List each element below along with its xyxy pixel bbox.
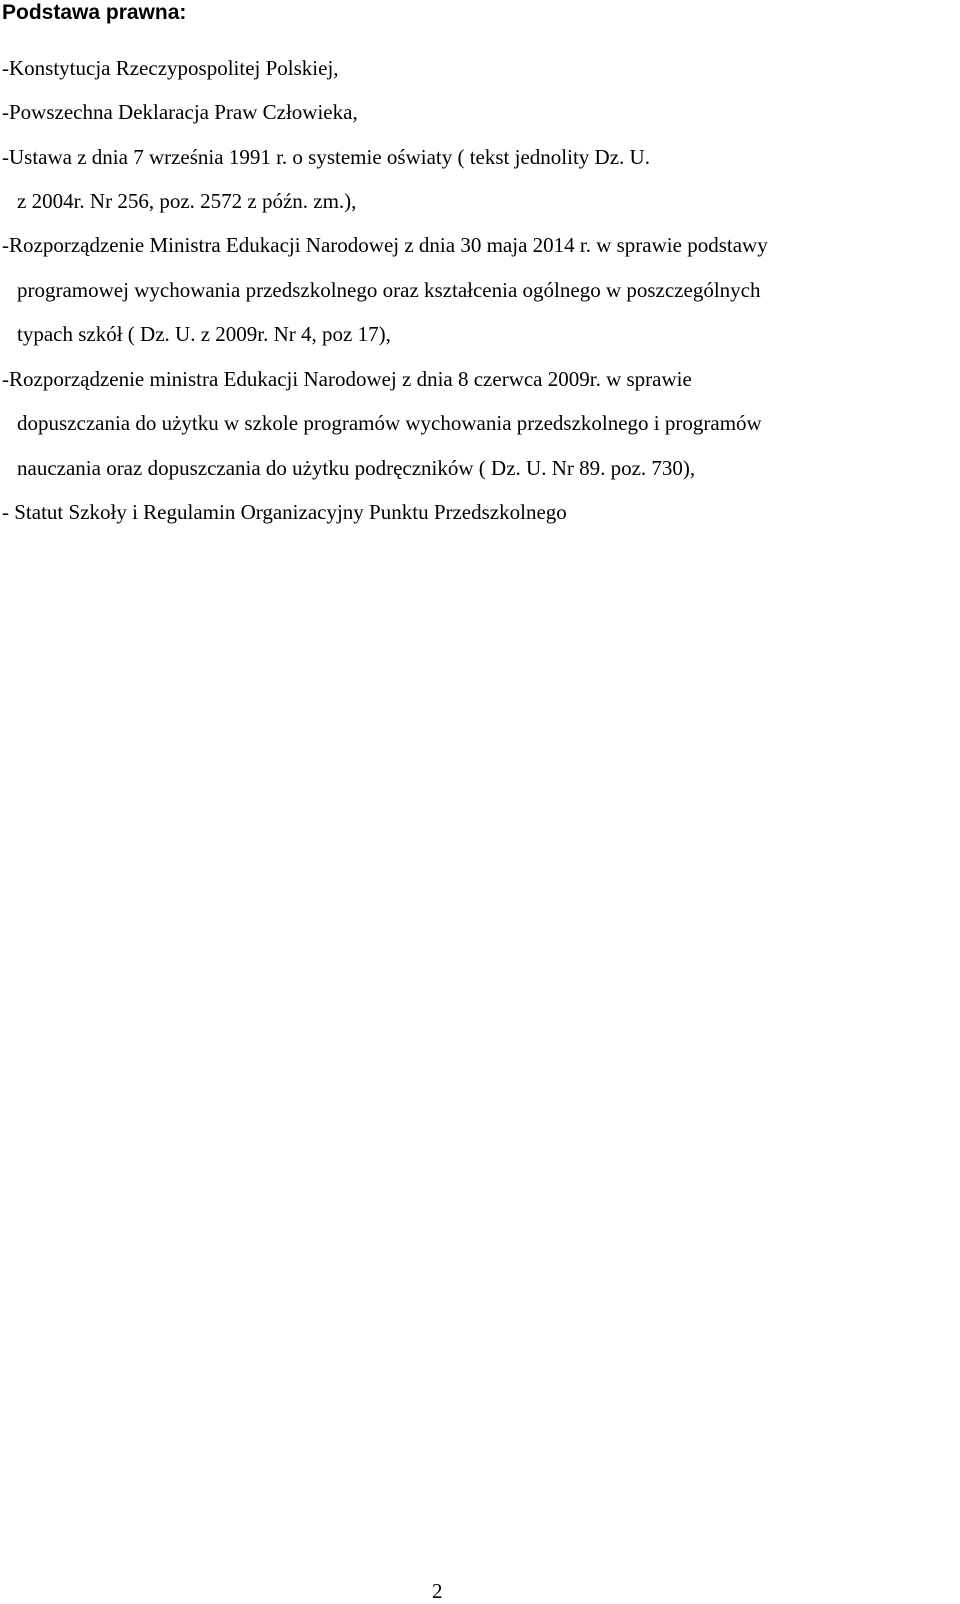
- section-heading: Podstawa prawna:: [2, 1, 187, 24]
- legal-basis-line-continuation: dopuszczania do użytku w szkole programów wychowania przedszkolnego i programów: [17, 411, 762, 435]
- page-number: 2: [432, 1579, 443, 1603]
- legal-basis-line-continuation: nauczania oraz dopuszczania do użytku podręczników ( Dz. U. Nr 89. poz. 730),: [17, 456, 696, 480]
- legal-basis-line-continuation: programowej wychowania przedszkolnego oraz kształcenia ogólnego w poszczególnych: [17, 278, 761, 302]
- legal-basis-line: -Powszechna Deklaracja Praw Człowieka,: [2, 100, 358, 124]
- legal-basis-line: -Rozporządzenie Ministra Edukacji Narodowej z dnia 30 maja 2014 r. w sprawie podstawy: [2, 233, 768, 257]
- legal-basis-line: -Ustawa z dnia 7 września 1991 r. o systemie oświaty ( tekst jednolity Dz. U.: [2, 145, 650, 169]
- legal-basis-line-continuation: z 2004r. Nr 256, poz. 2572 z późn. zm.),: [17, 189, 357, 213]
- legal-basis-line: -Konstytucja Rzeczypospolitej Polskiej,: [2, 56, 339, 80]
- legal-basis-line-continuation: typach szkół ( Dz. U. z 2009r. Nr 4, poz 17),: [17, 322, 391, 346]
- legal-basis-line: -Rozporządzenie ministra Edukacji Narodowej z dnia 8 czerwca 2009r. w sprawie: [2, 367, 692, 391]
- legal-basis-line: - Statut Szkoły i Regulamin Organizacyjny Punktu Przedszkolnego: [2, 500, 567, 524]
